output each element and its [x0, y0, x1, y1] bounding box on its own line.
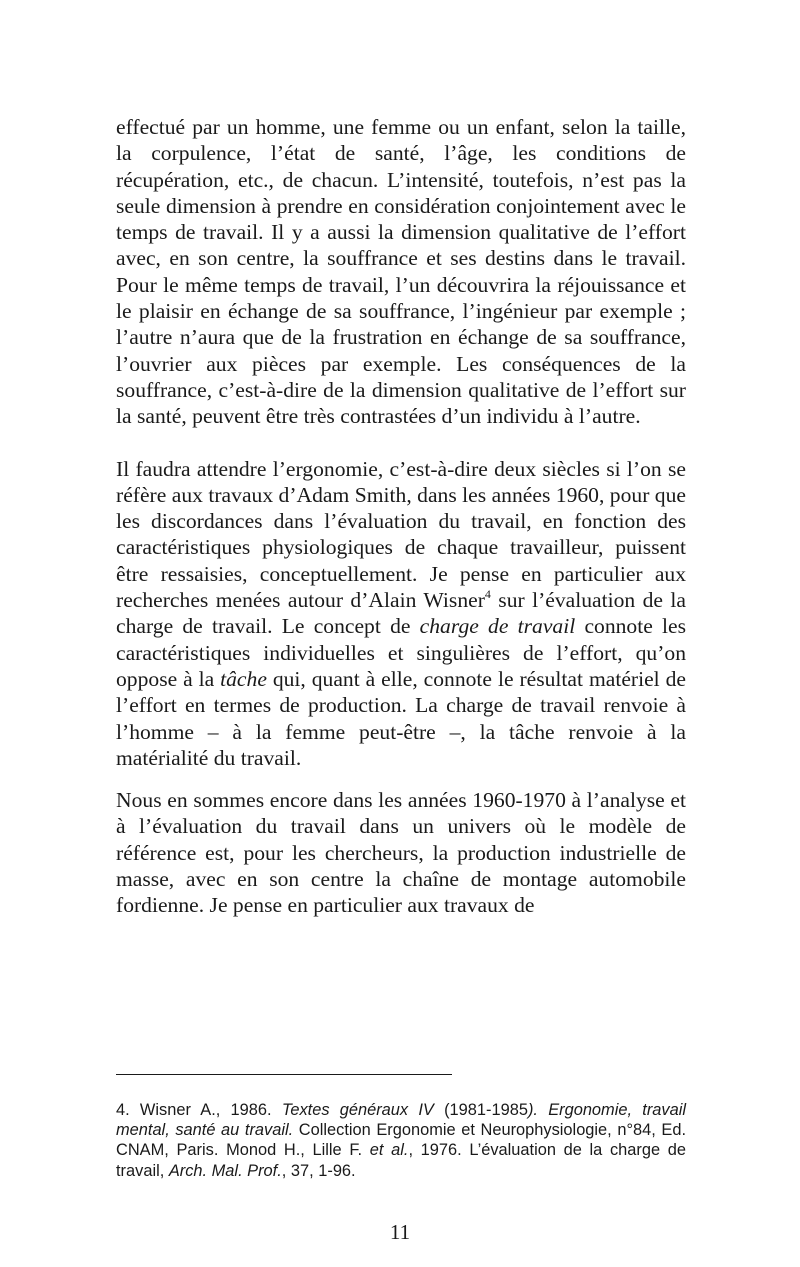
footnote-part-b: (1981-1985 — [433, 1101, 528, 1119]
footnote-part-c: Collection Ergonomie et Neurophysiologie, n°84, Ed. CNAM, Paris. Monod H., Lille F. — [116, 1121, 687, 1160]
footnote-title-2: ). Ergonomie, travail mental, santé au travail. — [116, 1101, 686, 1140]
footnote — [116, 1100, 686, 1181]
term-tache: tâche — [220, 666, 267, 691]
term-charge-de-travail: charge de travail — [419, 614, 576, 639]
footnote-number: 4. — [116, 1101, 130, 1119]
paragraph-3: Nous en sommes encore dans les années 1960-1970 à l’analyse et à l’évaluation du travail dans un univers où le modèle de référence est, pour les chercheurs, la production industrielle de masse, avec en son centre la chaîne de montage automobile fordienne. Je pense en particulier aux travaux de — [116, 788, 686, 918]
footnote-4 — [116, 1100, 686, 1181]
paragraph-1: effectué par un homme, une femme ou un enfant, selon la taille, la corpulence, l’état de santé, l’âge, les conditions de récupération, etc., de chacun. L’intensité, toutefois, n’est pas la seule dimension à prendre en considération conjointement avec le temps de travail. Il y a aussi la dimension qualitative de l’effort avec, en son centre, la souffrance et ses destins dans le travail. Pour le même temps de travail, l’un découvrira la réjouissance et le plaisir en échange de sa souffrance, l’ingénieur par exemple ; l’autre n’aura que de la frustration en échange de sa souffrance, l’ouvrier aux pièces par exemple. Les conséquences de la souffrance, c’est-à-dire de la dimension qualitative de l’effort sur la santé, peuvent être très contrastées d’un individu à l’autre. — [116, 115, 686, 429]
footnote-title-1: Textes généraux IV — [281, 1101, 434, 1119]
footnote-reference[interactable]: 4 — [484, 587, 491, 602]
paragraph-2 — [116, 456, 686, 772]
paragraph-2-part-d: qui, quant à elle, connote le résultat matériel de l’effort en termes de production. La charge de travail renvoie à l’homme – à la femme peut-être –, la tâche renvoie à la matérialité du travail. — [116, 666, 686, 770]
main-text — [116, 114, 686, 919]
footnote-part-d: , 1976. L’évaluation de la charge de travail, — [116, 1141, 687, 1180]
paragraph-2-part-a: Il faudra attendre l’ergonomie, c’est-à-dire deux siècles si l’on se réfère aux travaux d’Adam Smith, dans les années 1960, pour que les discordances dans l’évaluation du travail, en fonction des caractéristiques physiologiques de chaque travailleur, puissent être ressaisies, conceptuellement. Je pense en particulier aux recherches menées autour d’Alain Wisner — [116, 456, 686, 613]
footnote-part-e: , 37, 1-96. — [281, 1161, 356, 1180]
footnote-et-al: et al. — [369, 1141, 409, 1160]
footnote-journal: Arch. Mal. Prof. — [168, 1161, 282, 1180]
paragraph-2-part-c: connote les caractéristiques individuelles et singulières de l’effort, qu’on oppose à la — [116, 614, 687, 691]
footnote-part-a: Wisner A., 1986. — [129, 1101, 282, 1119]
paragraph-2-part-b: sur l’évaluation de la charge de travail. Le concept de — [116, 588, 686, 639]
footnote-separator — [116, 1074, 452, 1075]
page-number: 11 — [389, 1220, 411, 1244]
